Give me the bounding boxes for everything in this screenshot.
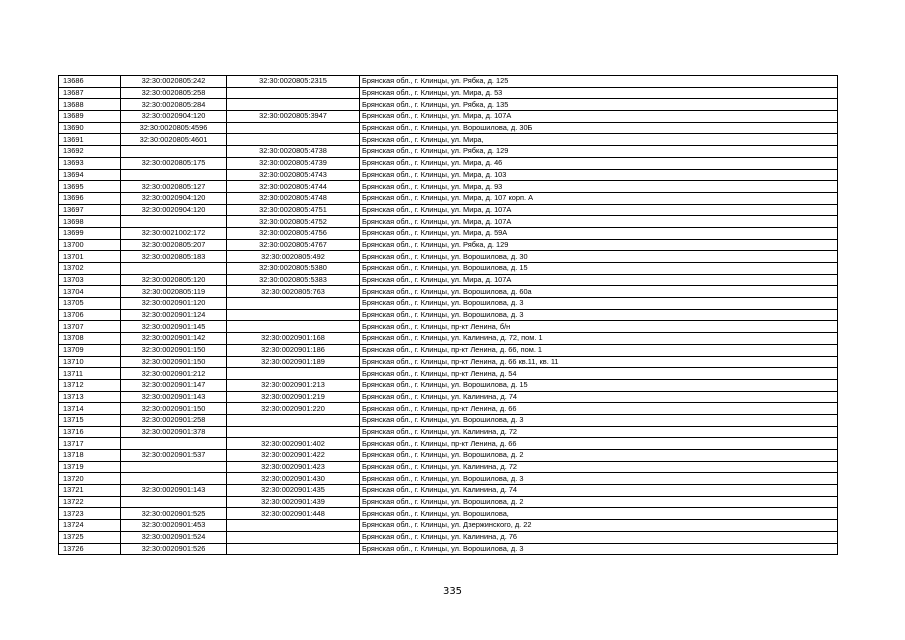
cadastral-number-cell: 32:30:0020805:4601 [121, 134, 227, 146]
address-cell: Брянская обл., г. Клинцы, ул. Мира, д. 59А [360, 227, 838, 239]
cadastral-number-cell: 32:30:0020901:147 [121, 379, 227, 391]
cadastral-number-cell: 32:30:0020901:124 [121, 309, 227, 321]
row-number-cell: 13697 [59, 204, 121, 216]
table-row [59, 356, 838, 368]
cadastral-number-cell: 32:30:0020901:150 [121, 344, 227, 356]
building-cadastral-number-cell [227, 309, 360, 321]
table-row [59, 286, 838, 298]
row-number-cell: 13710 [59, 356, 121, 368]
address-cell: Брянская обл., г. Клинцы, ул. Мира, д. 46 [360, 157, 838, 169]
cadastral-number-cell: 32:30:0020805:207 [121, 239, 227, 251]
cadastral-number-cell: 32:30:0020805:175 [121, 157, 227, 169]
table-row [59, 368, 838, 380]
address-cell: Брянская обл., г. Клинцы, ул. Ворошилова, д. 3 [360, 309, 838, 321]
table-row [59, 204, 838, 216]
address-cell: Брянская обл., г. Клинцы, ул. Рябка, д. 135 [360, 99, 838, 111]
address-cell: Брянская обл., г. Клинцы, пр-кт Ленина, д. 66 [360, 403, 838, 415]
building-cadastral-number-cell: 32:30:0020805:763 [227, 286, 360, 298]
building-cadastral-number-cell: 32:30:0020805:5380 [227, 263, 360, 275]
table-row [59, 520, 838, 532]
address-cell: Брянская обл., г. Клинцы, ул. Калинина, д. 72 [360, 461, 838, 473]
cadastral-number-cell: 32:30:0020901:453 [121, 520, 227, 532]
address-cell: Брянская обл., г. Клинцы, пр-кт Ленина, б/н [360, 321, 838, 333]
table-row [59, 450, 838, 462]
row-number-cell: 13723 [59, 508, 121, 520]
address-cell: Брянская обл., г. Клинцы, ул. Калинина, д. 72, пом. 1 [360, 333, 838, 345]
row-number-cell: 13715 [59, 414, 121, 426]
cadastral-number-cell: 32:30:0021002:172 [121, 227, 227, 239]
building-cadastral-number-cell: 32:30:0020901:213 [227, 379, 360, 391]
table-row [59, 496, 838, 508]
row-number-cell: 13692 [59, 146, 121, 158]
address-cell: Брянская обл., г. Клинцы, ул. Мира, д. 107 корп. А [360, 192, 838, 204]
address-cell: Брянская обл., г. Клинцы, ул. Мира, д. 53 [360, 87, 838, 99]
row-number-cell: 13711 [59, 368, 121, 380]
cadastral-number-cell: 32:30:0020901:143 [121, 485, 227, 497]
table-row [59, 146, 838, 158]
building-cadastral-number-cell: 32:30:0020901:402 [227, 438, 360, 450]
building-cadastral-number-cell: 32:30:0020805:5383 [227, 274, 360, 286]
building-cadastral-number-cell [227, 134, 360, 146]
building-cadastral-number-cell [227, 99, 360, 111]
building-cadastral-number-cell: 32:30:0020805:4744 [227, 181, 360, 193]
address-cell: Брянская обл., г. Клинцы, ул. Калинина, д. 74 [360, 391, 838, 403]
cadastral-number-cell [121, 216, 227, 228]
cadastral-number-cell: 32:30:0020901:120 [121, 298, 227, 310]
cadastral-number-cell: 32:30:0020901:145 [121, 321, 227, 333]
table-row [59, 181, 838, 193]
building-cadastral-number-cell: 32:30:0020805:4738 [227, 146, 360, 158]
building-cadastral-number-cell: 32:30:0020901:435 [227, 485, 360, 497]
address-cell: Брянская обл., г. Клинцы, пр-кт Ленина, д. 66, пом. 1 [360, 344, 838, 356]
cadastral-number-cell: 32:30:0020805:4596 [121, 122, 227, 134]
building-cadastral-number-cell: 32:30:0020805:4752 [227, 216, 360, 228]
row-number-cell: 13725 [59, 531, 121, 543]
building-cadastral-number-cell [227, 87, 360, 99]
address-cell: Брянская обл., г. Клинцы, ул. Рябка, д. 129 [360, 146, 838, 158]
row-number-cell: 13690 [59, 122, 121, 134]
cadastral-number-cell: 32:30:0020904:120 [121, 111, 227, 123]
row-number-cell: 13722 [59, 496, 121, 508]
table-row [59, 192, 838, 204]
table-row [59, 274, 838, 286]
address-cell: Брянская обл., г. Клинцы, ул. Ворошилова, д. 15 [360, 379, 838, 391]
row-number-cell: 13691 [59, 134, 121, 146]
row-number-cell: 13706 [59, 309, 121, 321]
building-cadastral-number-cell [227, 414, 360, 426]
building-cadastral-number-cell: 32:30:0020901:439 [227, 496, 360, 508]
cadastral-number-cell [121, 169, 227, 181]
row-number-cell: 13712 [59, 379, 121, 391]
building-cadastral-number-cell: 32:30:0020805:4751 [227, 204, 360, 216]
table-row [59, 76, 838, 88]
address-cell: Брянская обл., г. Клинцы, ул. Ворошилова, д. 3 [360, 473, 838, 485]
building-cadastral-number-cell: 32:30:0020805:3947 [227, 111, 360, 123]
cadastral-number-cell: 32:30:0020901:212 [121, 368, 227, 380]
cadastral-number-cell: 32:30:0020904:120 [121, 204, 227, 216]
cadastral-number-cell: 32:30:0020805:119 [121, 286, 227, 298]
building-cadastral-number-cell: 32:30:0020805:4743 [227, 169, 360, 181]
cadastral-number-cell: 32:30:0020805:183 [121, 251, 227, 263]
cadastral-number-cell: 32:30:0020805:127 [121, 181, 227, 193]
building-cadastral-number-cell: 32:30:0020901:186 [227, 344, 360, 356]
address-cell: Брянская обл., г. Клинцы, ул. Мира, д. 107А [360, 204, 838, 216]
building-cadastral-number-cell: 32:30:0020805:4767 [227, 239, 360, 251]
row-number-cell: 13709 [59, 344, 121, 356]
row-number-cell: 13694 [59, 169, 121, 181]
address-cell: Брянская обл., г. Клинцы, ул. Рябка, д. 129 [360, 239, 838, 251]
table-row [59, 239, 838, 251]
address-cell: Брянская обл., г. Клинцы, ул. Ворошилова, д. 15 [360, 263, 838, 275]
table-row [59, 122, 838, 134]
table-row [59, 438, 838, 450]
building-cadastral-number-cell: 32:30:0020805:4756 [227, 227, 360, 239]
table-row [59, 508, 838, 520]
address-cell: Брянская обл., г. Клинцы, ул. Ворошилова, д. 3 [360, 414, 838, 426]
page-number: 335 [442, 586, 463, 597]
building-cadastral-number-cell [227, 531, 360, 543]
address-cell: Брянская обл., г. Клинцы, ул. Ворошилова, д. 3 [360, 298, 838, 310]
building-cadastral-number-cell: 32:30:0020805:4739 [227, 157, 360, 169]
row-number-cell: 13717 [59, 438, 121, 450]
table-row [59, 321, 838, 333]
table-row [59, 333, 838, 345]
cadastral-number-cell [121, 496, 227, 508]
cadastral-number-cell [121, 438, 227, 450]
address-cell: Брянская обл., г. Клинцы, ул. Дзержинского, д. 22 [360, 520, 838, 532]
row-number-cell: 13698 [59, 216, 121, 228]
table-row [59, 309, 838, 321]
building-cadastral-number-cell: 32:30:0020901:220 [227, 403, 360, 415]
cadastral-number-cell: 32:30:0020901:150 [121, 356, 227, 368]
address-cell: Брянская обл., г. Клинцы, ул. Мира, д. 103 [360, 169, 838, 181]
table-row [59, 169, 838, 181]
cadastral-number-cell [121, 461, 227, 473]
address-cell: Брянская обл., г. Клинцы, ул. Ворошилова, д. 3 [360, 543, 838, 555]
table-row [59, 251, 838, 263]
address-cell: Брянская обл., г. Клинцы, ул. Калинина, д. 76 [360, 531, 838, 543]
building-cadastral-number-cell: 32:30:0020901:189 [227, 356, 360, 368]
address-cell: Брянская обл., г. Клинцы, ул. Ворошилова, д. 30 [360, 251, 838, 263]
row-number-cell: 13708 [59, 333, 121, 345]
building-cadastral-number-cell [227, 368, 360, 380]
address-cell: Брянская обл., г. Клинцы, ул. Калинина, д. 72 [360, 426, 838, 438]
registry-table [58, 75, 838, 555]
cadastral-number-cell: 32:30:0020805:284 [121, 99, 227, 111]
address-cell: Брянская обл., г. Клинцы, ул. Ворошилова, д. 60а [360, 286, 838, 298]
building-cadastral-number-cell [227, 543, 360, 555]
cadastral-number-cell: 32:30:0020901:258 [121, 414, 227, 426]
row-number-cell: 13688 [59, 99, 121, 111]
row-number-cell: 13716 [59, 426, 121, 438]
cadastral-number-cell: 32:30:0020901:378 [121, 426, 227, 438]
row-number-cell: 13705 [59, 298, 121, 310]
row-number-cell: 13721 [59, 485, 121, 497]
cadastral-number-cell: 32:30:0020901:524 [121, 531, 227, 543]
address-cell: Брянская обл., г. Клинцы, ул. Мира, д. 107А [360, 111, 838, 123]
table-row [59, 298, 838, 310]
building-cadastral-number-cell [227, 298, 360, 310]
table-row [59, 473, 838, 485]
cadastral-number-cell [121, 473, 227, 485]
address-cell: Брянская обл., г. Клинцы, ул. Калинина, д. 74 [360, 485, 838, 497]
table-row [59, 414, 838, 426]
row-number-cell: 13701 [59, 251, 121, 263]
row-number-cell: 13696 [59, 192, 121, 204]
address-cell: Брянская обл., г. Клинцы, ул. Ворошилова, д. 2 [360, 450, 838, 462]
building-cadastral-number-cell [227, 122, 360, 134]
cadastral-number-cell: 32:30:0020901:537 [121, 450, 227, 462]
building-cadastral-number-cell [227, 321, 360, 333]
cadastral-number-cell: 32:30:0020901:150 [121, 403, 227, 415]
address-cell: Брянская обл., г. Клинцы, ул. Мира, д. 93 [360, 181, 838, 193]
cadastral-number-cell: 32:30:0020805:242 [121, 76, 227, 88]
building-cadastral-number-cell: 32:30:0020805:2315 [227, 76, 360, 88]
table-row [59, 485, 838, 497]
address-cell: Брянская обл., г. Клинцы, ул. Мира, [360, 134, 838, 146]
row-number-cell: 13718 [59, 450, 121, 462]
address-cell: Брянская обл., г. Клинцы, ул. Мира, д. 107А [360, 216, 838, 228]
cadastral-number-cell: 32:30:0020805:258 [121, 87, 227, 99]
building-cadastral-number-cell: 32:30:0020805:492 [227, 251, 360, 263]
table-row [59, 543, 838, 555]
building-cadastral-number-cell: 32:30:0020805:4748 [227, 192, 360, 204]
cadastral-number-cell: 32:30:0020904:120 [121, 192, 227, 204]
cadastral-number-cell: 32:30:0020901:525 [121, 508, 227, 520]
building-cadastral-number-cell: 32:30:0020901:448 [227, 508, 360, 520]
row-number-cell: 13686 [59, 76, 121, 88]
row-number-cell: 13687 [59, 87, 121, 99]
table-row [59, 99, 838, 111]
address-cell: Брянская обл., г. Клинцы, пр-кт Ленина, д. 66 [360, 438, 838, 450]
cadastral-number-cell: 32:30:0020805:120 [121, 274, 227, 286]
table-row [59, 426, 838, 438]
building-cadastral-number-cell: 32:30:0020901:219 [227, 391, 360, 403]
row-number-cell: 13724 [59, 520, 121, 532]
table-row [59, 111, 838, 123]
table-row [59, 531, 838, 543]
row-number-cell: 13707 [59, 321, 121, 333]
row-number-cell: 13695 [59, 181, 121, 193]
cadastral-number-cell [121, 263, 227, 275]
table-row [59, 134, 838, 146]
row-number-cell: 13693 [59, 157, 121, 169]
building-cadastral-number-cell: 32:30:0020901:168 [227, 333, 360, 345]
table-row [59, 379, 838, 391]
row-number-cell: 13719 [59, 461, 121, 473]
row-number-cell: 13713 [59, 391, 121, 403]
building-cadastral-number-cell [227, 520, 360, 532]
address-cell: Брянская обл., г. Клинцы, ул. Мира, д. 107А [360, 274, 838, 286]
address-cell: Брянская обл., г. Клинцы, ул. Ворошилова, д. 30Б [360, 122, 838, 134]
address-cell: Брянская обл., г. Клинцы, пр-кт Ленина, д. 66 кв.11, кв. 11 [360, 356, 838, 368]
row-number-cell: 13689 [59, 111, 121, 123]
row-number-cell: 13703 [59, 274, 121, 286]
address-cell: Брянская обл., г. Клинцы, ул. Рябка, д. 125 [360, 76, 838, 88]
table-row [59, 216, 838, 228]
table-row [59, 344, 838, 356]
row-number-cell: 13699 [59, 227, 121, 239]
address-cell: Брянская обл., г. Клинцы, ул. Ворошилова, [360, 508, 838, 520]
table-row [59, 87, 838, 99]
cadastral-number-cell [121, 146, 227, 158]
row-number-cell: 13720 [59, 473, 121, 485]
row-number-cell: 13714 [59, 403, 121, 415]
row-number-cell: 13702 [59, 263, 121, 275]
address-cell: Брянская обл., г. Клинцы, пр-кт Ленина, д. 54 [360, 368, 838, 380]
row-number-cell: 13726 [59, 543, 121, 555]
building-cadastral-number-cell: 32:30:0020901:423 [227, 461, 360, 473]
cadastral-number-cell: 32:30:0020901:526 [121, 543, 227, 555]
address-cell: Брянская обл., г. Клинцы, ул. Ворошилова, д. 2 [360, 496, 838, 508]
building-cadastral-number-cell: 32:30:0020901:430 [227, 473, 360, 485]
table-row [59, 263, 838, 275]
row-number-cell: 13704 [59, 286, 121, 298]
table-row [59, 227, 838, 239]
cadastral-number-cell: 32:30:0020901:143 [121, 391, 227, 403]
table-row [59, 157, 838, 169]
building-cadastral-number-cell: 32:30:0020901:422 [227, 450, 360, 462]
row-number-cell: 13700 [59, 239, 121, 251]
table-row [59, 391, 838, 403]
table-row [59, 461, 838, 473]
table-row [59, 403, 838, 415]
cadastral-number-cell: 32:30:0020901:142 [121, 333, 227, 345]
building-cadastral-number-cell [227, 426, 360, 438]
registry-table-body [59, 76, 838, 555]
